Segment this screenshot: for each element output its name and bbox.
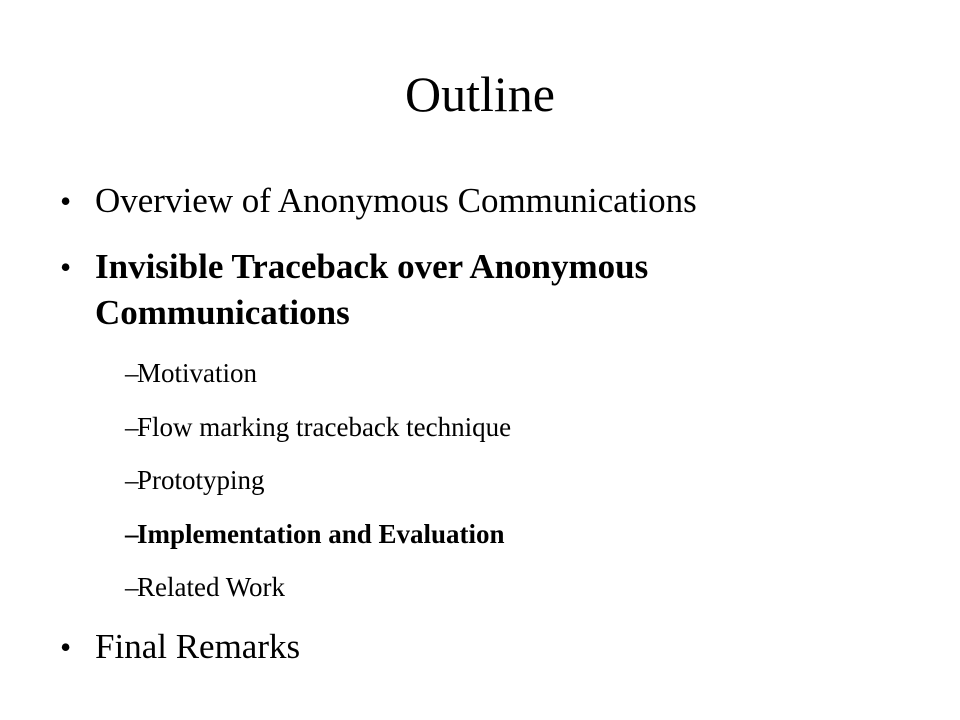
sub-item-text: Prototyping: [137, 465, 265, 495]
bullet-text: Final Remarks: [95, 627, 301, 666]
sub-item: [125, 569, 905, 605]
bullet-item: [60, 178, 880, 224]
sub-item-text: Motivation: [137, 358, 257, 388]
bullet-icon: •: [60, 249, 72, 285]
sub-item-text: Implementation and Evaluation: [137, 519, 505, 549]
sub-item: [125, 462, 905, 498]
bullet-item: [60, 244, 880, 336]
bullet-text: Invisible Traceback over Anonymous Communications: [95, 247, 649, 332]
sub-item-text: Related Work: [137, 572, 286, 602]
dash-icon: –: [125, 465, 139, 495]
sub-item: [125, 409, 905, 445]
bullet-icon: •: [60, 183, 72, 219]
dash-icon: –: [125, 412, 139, 442]
sub-item: [125, 516, 905, 552]
bullet-text: Overview of Anonymous Communications: [95, 181, 697, 220]
bullet-icon: •: [60, 629, 72, 665]
dash-icon: –: [125, 358, 139, 388]
slide-title: Outline: [405, 66, 555, 122]
dash-icon: –: [125, 572, 139, 602]
dash-icon: –: [125, 519, 139, 549]
bullet-item: [60, 624, 880, 670]
sub-item: [125, 355, 905, 391]
sub-item-text: Flow marking traceback technique: [137, 412, 512, 442]
